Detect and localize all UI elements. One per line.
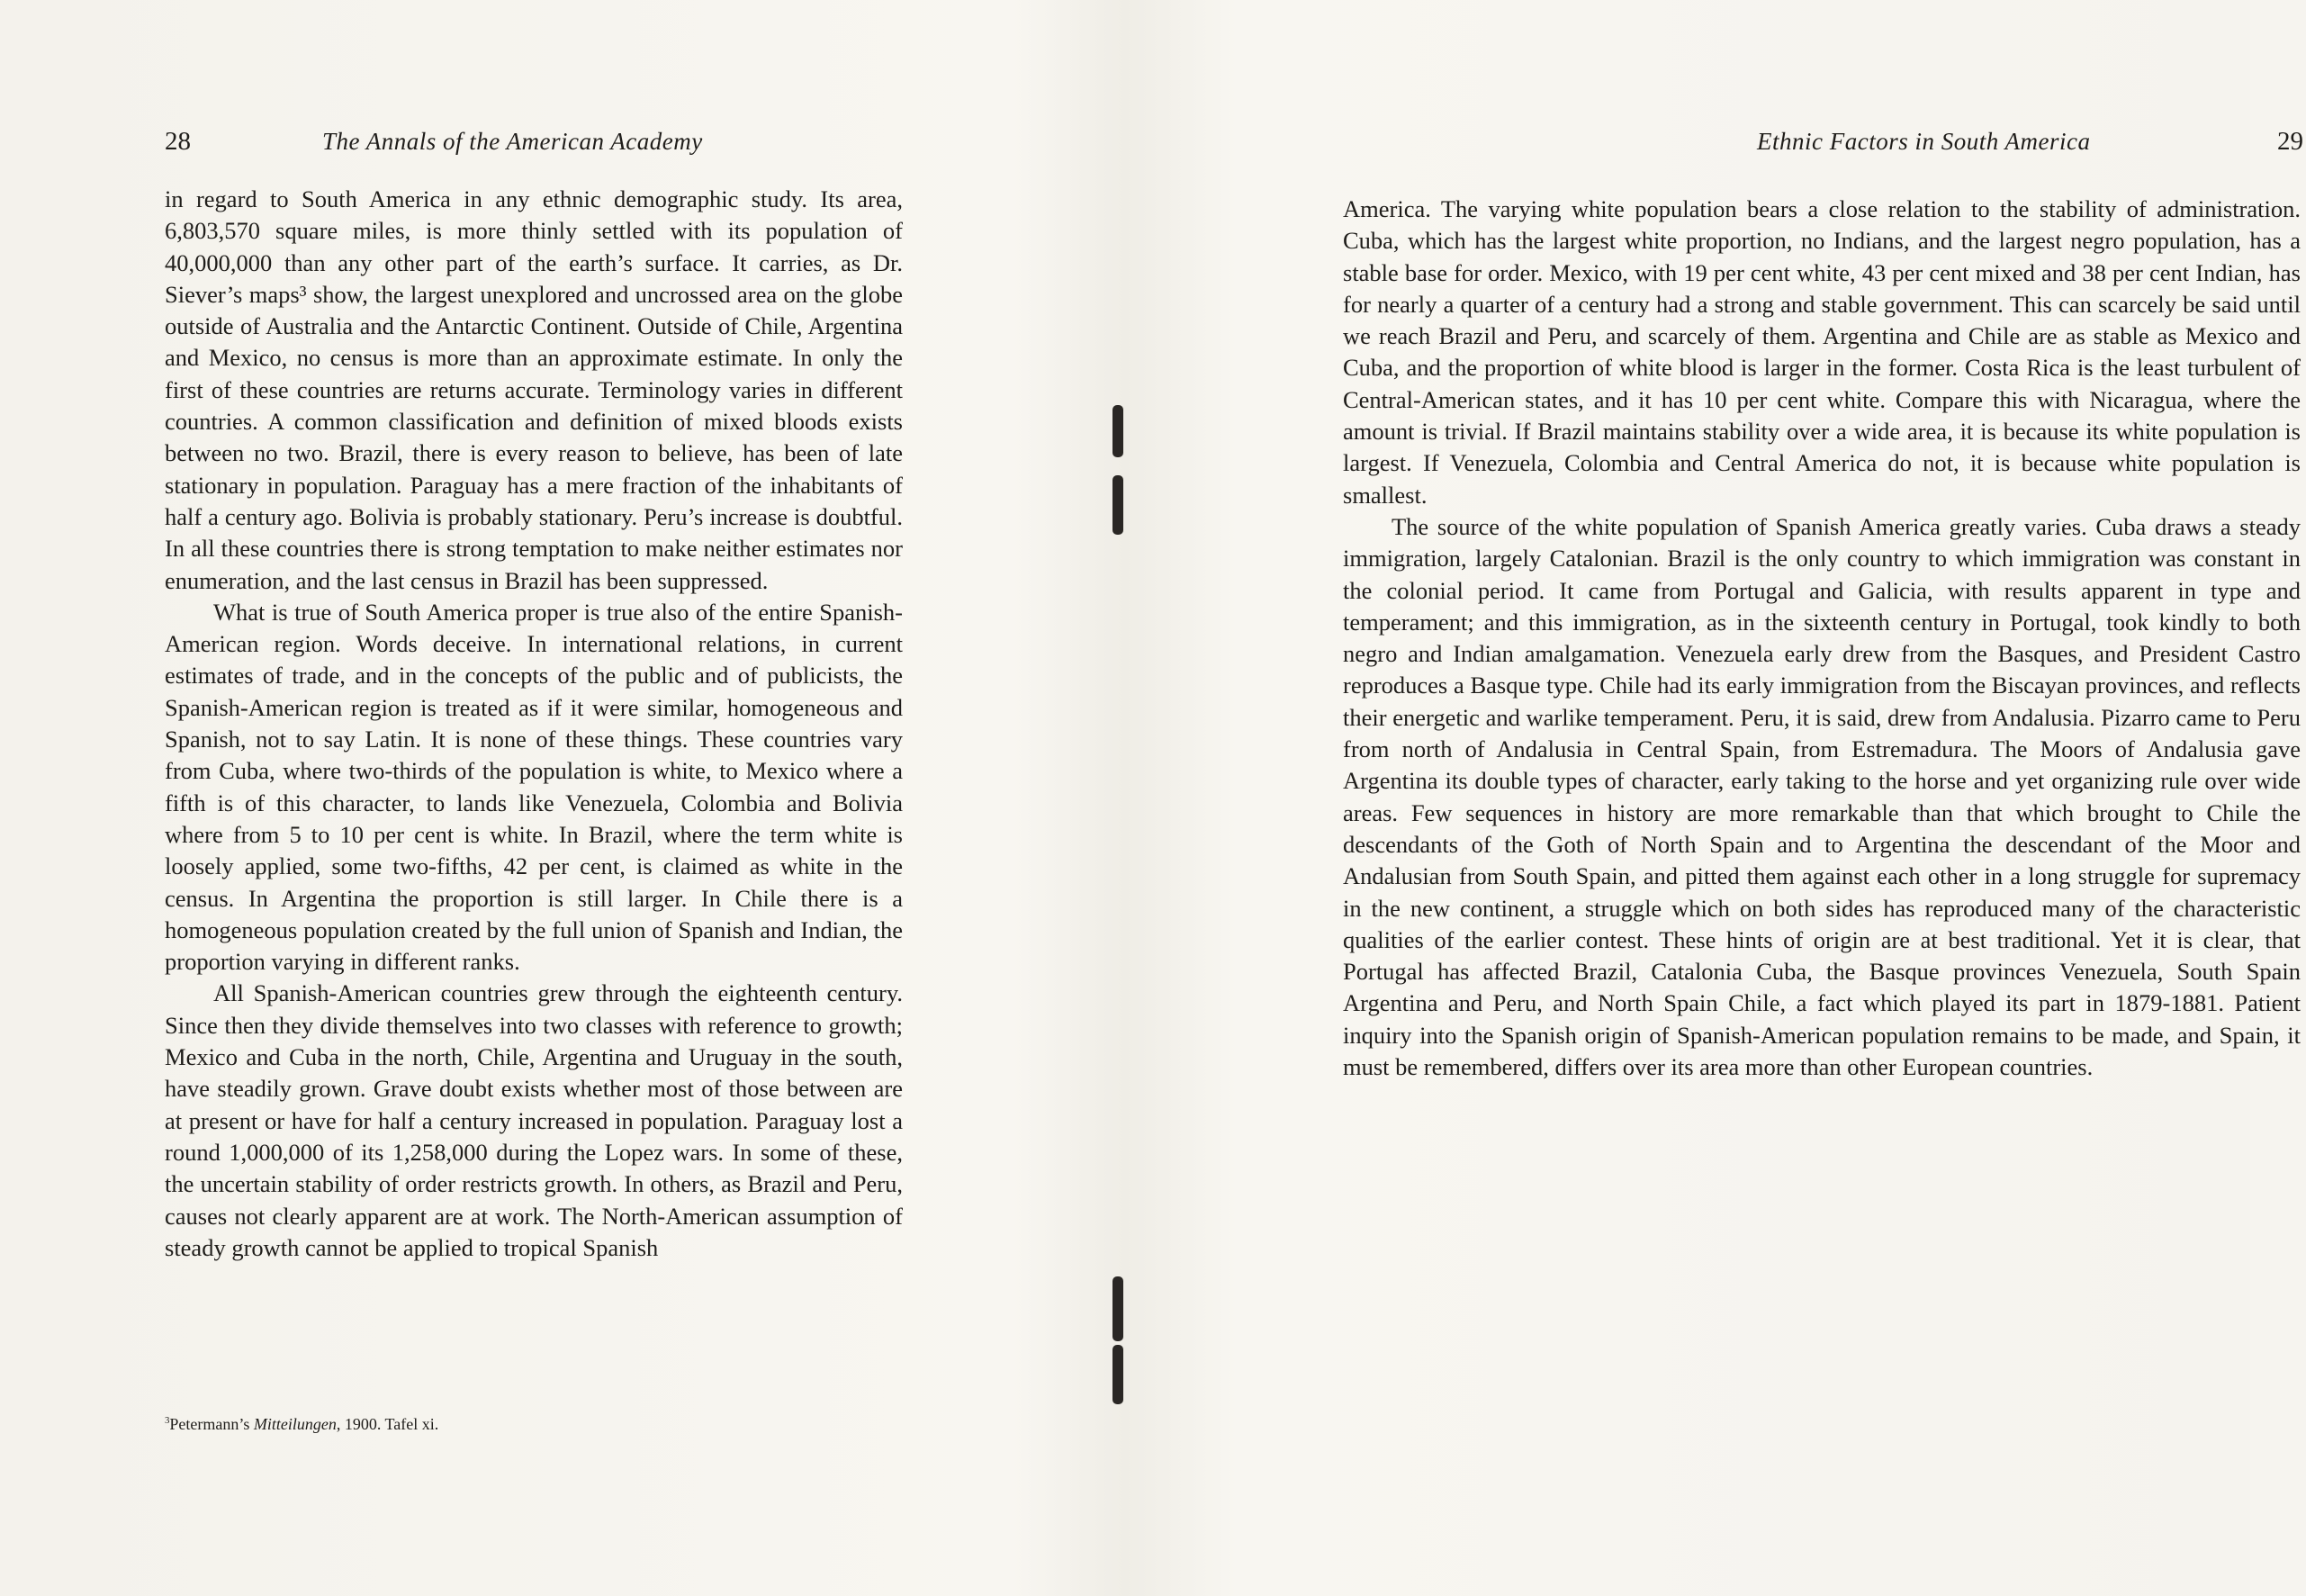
footnote-marker: 3 <box>165 1415 170 1426</box>
footnote <box>165 1413 903 1435</box>
running-head-title-left: The Annals of the American Academy <box>322 128 703 155</box>
paragraph: America. The varying white population bears a close relation to the stability of administration. Cuba, which has the largest white proportion, no Indians, and the largest negro population, has a stable base for order. Mexico, with 19 per cent white, 43 per cent mixed and 38 per cent Indian, has for nearly a quarter of a century had a strong and stable government. This can scarcely be said until we reach Brazil and Peru, and scarcely of them. Argentina and Chile are as stable as Mexico and Cuba, and the proportion of white blood is larger in the former. Costa Rica is the least turbulent of Central-American states, and it has 10 per cent white. Compare this with Nicaragua, where the amount is trivial. If Brazil maintains stability over a wide area, it is because its white population is largest. If Venezuela, Colombia and Central America do not, it is because white population is smallest. <box>1343 195 2301 509</box>
footnote-source: Petermann’s <box>169 1415 250 1433</box>
footnote-journal: Mitteilungen <box>253 1415 337 1433</box>
right-body-text <box>1343 194 2301 1083</box>
footnote-rest: , 1900. Tafel xi. <box>336 1415 439 1433</box>
paragraph: in regard to South America in any ethnic demographic study. Its area, 6,803,570 square miles, is more thinly settled with its population of 40,000,000 than any other part of the earth’s surface. It carries, as Dr. Siever’s maps³ show, the largest unexplored and uncrossed area on the globe outside of Australia and the Antarctic Continent. Outside of Chile, Argentina and Mexico, no census is more than an approximate estimate. In only the first of these countries are returns accurate. Terminology varies in different countries. A common classification and definition of mixed bloods exists between no two. Brazil, there is every reason to believe, has been of late stationary in population. Paraguay has a mere fraction of the inhabitants of half a century ago. Bolivia is probably stationary. Peru’s increase is doubtful. In all these countries there is strong temptation to make neither estimates nor enumeration, and the last census in Brazil has been suppressed. <box>165 185 903 594</box>
paragraph: All Spanish-American countries grew through the eighteenth century. Since then they divide themselves into two classes with reference to growth; Mexico and Cuba in the north, Chile, Argentina and Uruguay in the south, have steadily grown. Grave doubt exists whether most of those between are at present or have for half a century increased in population. Paraguay lost a round 1,000,000 of its 1,258,000 during the Lopez wars. In some of these, the uncertain stability of order restricts growth. In others, as Brazil and Peru, causes not clearly apparent are at work. The North-American assumption of steady growth cannot be applied to tropical Spanish <box>165 979 903 1261</box>
paragraph: What is true of South America proper is true also of the entire Spanish-American region. Words deceive. In international relations, in current estimates of trade, and in the concepts of the public and of publicists, the Spanish-American region is treated as if it were similar, homogeneous and Spanish, not to say Latin. It is none of these things. These countries vary from Cuba, where two-thirds of the population is white, to Mexico where a fifth is of this character, to lands like Venezuela, Colombia and Bolivia where from 5 to 10 per cent is white. In Brazil, where the term white is loosely applied, some two-fifths, 42 per cent, is claimed as white in the census. In Argentina the proportion is still larger. In Chile there is a homogeneous population created by the full union of Spanish and Indian, the proportion varying in different ranks. <box>165 598 903 976</box>
page-number-left: 28 <box>165 127 191 156</box>
right-page <box>1125 0 2303 1596</box>
binding-staple <box>1112 405 1123 457</box>
binding-staple <box>1112 1276 1123 1341</box>
running-head-title-right: Ethnic Factors in South America <box>1757 128 2091 155</box>
page-number-right: 29 <box>2277 127 2303 156</box>
binding-staple <box>1112 1345 1123 1404</box>
left-body-text <box>165 184 903 1264</box>
left-page <box>0 0 1125 1596</box>
paragraph: The source of the white population of Spanish America greatly varies. Cuba draws a steady immigration, largely Catalonian. Brazil is the only country to which immigration was constant in the colonial period. It came from Portugal and Galicia, with results apparent in type and temperament; and this immigration, as in the sixteenth century in Portugal, took kindly to both negro and Indian amalgamation. Venezuela early drew from the Basques, and President Castro reproduces a Basque type. Chile had its early immigration from the Biscayan provinces, and reflects their energetic and warlike temperament. Peru, it is said, drew from Andalusia. Pizarro came to Peru from north of Andalusia in Central Spain, from Estremadura. The Moors of Andalusia gave Argentina its double types of character, early taking to the horse and yet organizing rule over wide areas. Few sequences in history are more remarkable than that which brought to Chile the descendants of the Goth of North Spain and to Argentina the descendant of the Moor and Andalusian from South Spain, and pitted them against each other in a long struggle for supremacy in the new continent, a struggle which on both sides has reproduced many of the characteristic qualities of the earlier contest. These hints of origin are at best traditional. Yet it is clear, that Portugal has affected Brazil, Catalonia Cuba, the Basque provinces Venezuela, South Spain Argentina and Peru, and North Spain Chile, a fact which played its part in 1879-1881. Patient inquiry into the Spanish origin of Spanish-American population remains to be made, and Spain, it must be remembered, differs over its area more than other European countries. <box>1343 512 2301 1081</box>
binding-staple <box>1112 475 1123 535</box>
